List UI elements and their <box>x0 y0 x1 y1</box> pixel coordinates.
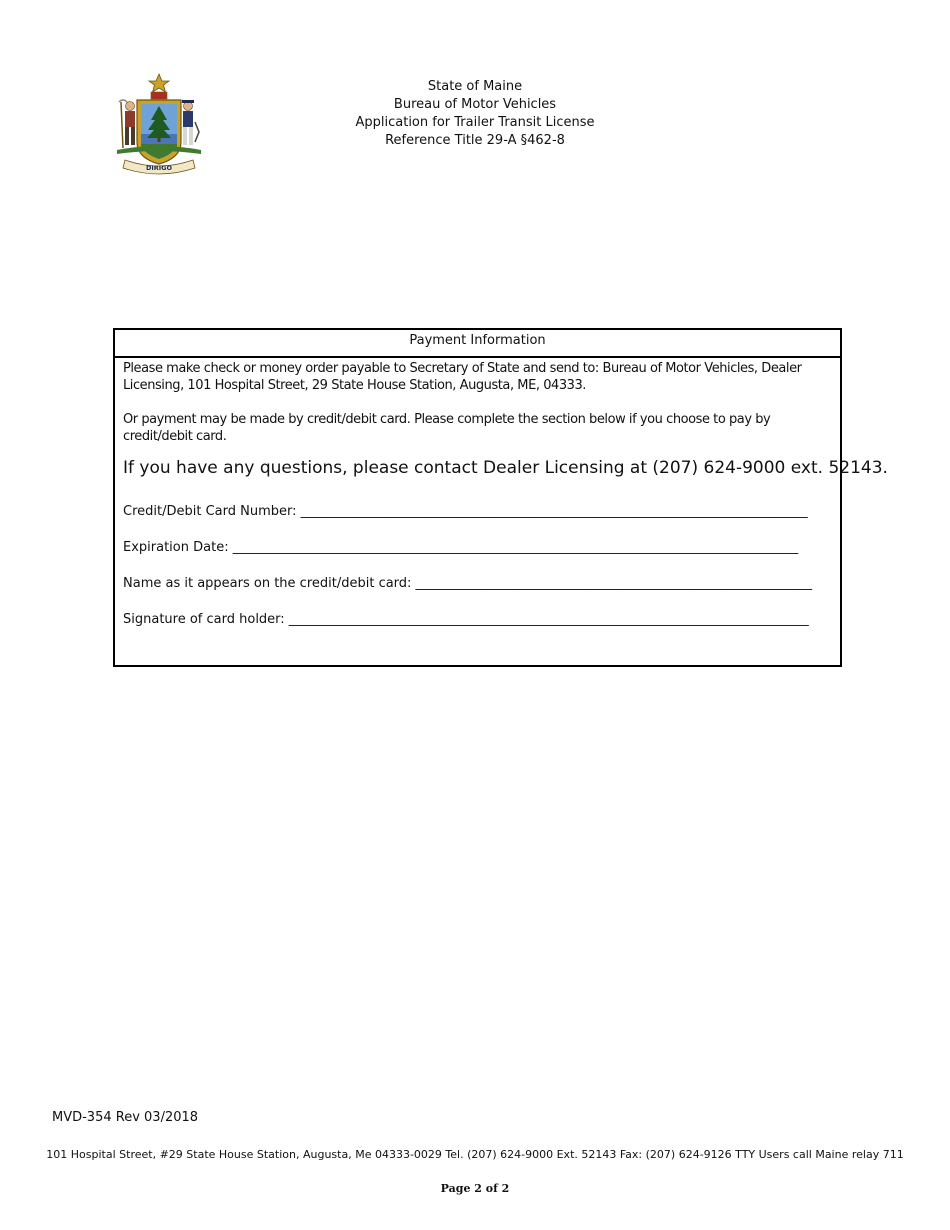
document-header <box>300 78 650 150</box>
state-name: State of Maine <box>427 79 523 94</box>
page-number: Page 2 of 2 <box>440 1182 510 1195</box>
card-payment-instructions: Or payment may be made by credit/debit card. Please complete the section below if you choose to pay by credit/debit card. <box>123 412 771 444</box>
payment-information-title: Payment Information <box>115 330 840 358</box>
card-number-field[interactable]: Credit/Debit Card Number: ______________________________________________________________________________ <box>123 504 808 519</box>
contact-instructions: If you have any questions, please contact Dealer Licensing at (207) 624-9000 ext. 52143. <box>123 458 888 478</box>
cardholder-name-field[interactable]: Name as it appears on the credit/debit card: _____________________________________________________________ <box>123 576 813 591</box>
statute-reference: Reference Title 29-A §462-8 <box>385 133 565 148</box>
agency-name: Bureau of Motor Vehicles <box>393 97 557 112</box>
cardholder-signature-field[interactable]: Signature of card holder: ________________________________________________________________________________ <box>123 612 809 627</box>
payment-information-box <box>113 328 888 667</box>
maine-state-seal <box>113 72 205 176</box>
form-number: MVD-354 Rev 03/2018 <box>52 1110 199 1125</box>
svg-text:DIRIGO: DIRIGO <box>145 164 173 172</box>
expiration-date-field[interactable]: Expiration Date: _______________________________________________________________________________________ <box>123 540 799 555</box>
payment-mailing-instructions: Please make check or money order payable to Secretary of State and send to: Bureau of Motor Vehicles, Dealer Licensing, 101 Hospital Street, 29 State House Station, Augusta, ME, 04333. <box>123 361 802 393</box>
form-title: Application for Trailer Transit License <box>355 115 595 130</box>
footer-address: 101 Hospital Street, #29 State House Station, Augusta, Me 04333-0029 Tel. (207) 624-9000 Ext. 52143 Fax: (207) 624-9126 TTY Users call Maine relay 711 <box>46 1148 904 1161</box>
